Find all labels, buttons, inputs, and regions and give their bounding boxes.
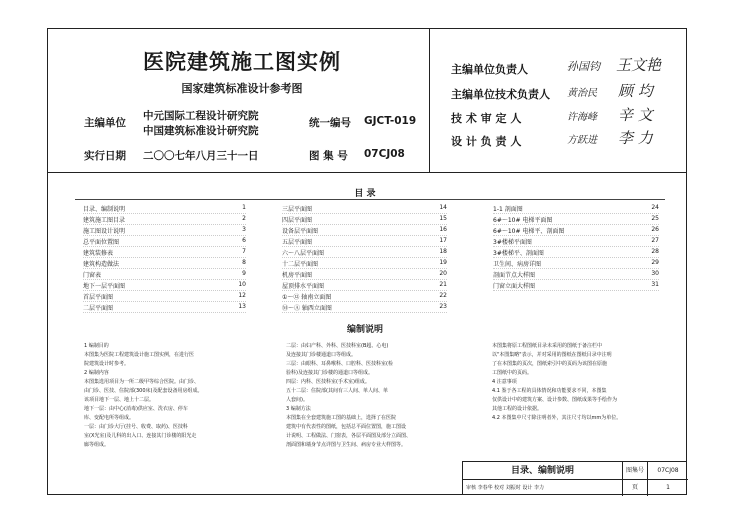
toc-entry[interactable]: 施工图设计说明 3 — [83, 226, 246, 235]
note-line: 本图集在全套建筑施工图的基础上，选择了在医院 — [286, 415, 397, 421]
signature: 李 力 — [618, 129, 653, 147]
toc-entry[interactable]: 3#楼梯平、剖面图 28 — [493, 248, 659, 257]
toc-entry[interactable]: 门窗立面大样图 31 — [493, 281, 659, 290]
note-line: 一层：由门诊大厅(挂号、收费、取药)、医技科 — [84, 424, 188, 430]
page-number: 1 — [666, 484, 670, 491]
editor-org-2: 中国建筑标准设计研究院 — [143, 125, 259, 137]
note-line: 本图集将原工程图纸目录未采用的图纸于备注栏中 — [492, 343, 603, 349]
toc-entry[interactable]: 剖面节点大样图 30 — [493, 270, 659, 279]
toc-entry[interactable]: 五层平面图 17 — [282, 237, 447, 246]
signature: 顾 均 — [618, 82, 653, 100]
toc-entry[interactable]: 建筑构造做法 8 — [83, 259, 246, 268]
note-line: 院建筑设计时参考。 — [84, 361, 130, 367]
note-line: 4.2 本图集中尺寸除注明者外，其注尺寸均以mm为单位。 — [492, 415, 622, 421]
note-line: 本图集选用项目为一所二级甲等综合医院。由门诊、 — [84, 379, 200, 385]
toc-entry[interactable]: 1-1 剖面图 24 — [493, 204, 659, 213]
atlas-value: 07CJ08 — [364, 148, 405, 160]
toc-entry[interactable]: 总平面位置图 6 — [83, 237, 246, 246]
toc-entry[interactable]: 门窗表 9 — [83, 270, 246, 279]
note-line: 了在本图集的页次，图纸索引中的页码为该图在原施 — [492, 361, 608, 367]
note-line: 以"本图集略"表示，并对采用的图纸在图纸目录中注明 — [492, 352, 612, 358]
note-line: 本图集为医院工程建筑设计施工图实例，在进行医 — [84, 352, 195, 358]
note-line: 及连接其门诊楼通道口等组成。 — [286, 352, 357, 358]
toc-entry[interactable]: 六～八层平面图 18 — [282, 248, 447, 257]
toc-entry[interactable]: 6#～10# 电梯平、剖面图 26 — [493, 226, 659, 235]
sign-role: 技 术 审 定 人 — [451, 112, 522, 125]
date-label: 实行日期 — [84, 150, 126, 162]
toc-entry[interactable]: 卫生间、病房详图 29 — [493, 259, 659, 268]
toc-divider — [75, 199, 665, 200]
note-line: 计说明、工程做法、门窗表，各层平面图及部分立面图、 — [286, 433, 412, 439]
note-line: 1 编制目的 — [84, 343, 109, 349]
note-line: 仅供设计中的建筑方案、设计参数、图纸成果等手绘作为 — [492, 397, 618, 403]
note-line: 工图纸中的页码。 — [492, 370, 533, 376]
page-title: 医院建筑施工图实例 — [143, 50, 341, 74]
toc-entry[interactable]: 四层平面图 15 — [282, 215, 447, 224]
toc-entry[interactable]: 首层平面图 12 — [83, 292, 246, 301]
signature: 方跃进 — [567, 135, 597, 146]
atlas-no-label: 图集号 — [623, 462, 648, 480]
toc-entry[interactable]: 3#楼梯平面图 27 — [493, 237, 659, 246]
note-line: 五十二层：住院部(其间有三人间、单人间、单 — [286, 388, 388, 394]
date-value: 二〇〇七年八月三十一日 — [143, 150, 259, 162]
page-subtitle: 国家建筑标准设计参考图 — [181, 82, 303, 95]
toc-entry[interactable]: 建筑装修表 7 — [83, 248, 246, 257]
note-line: 人套间)。 — [286, 397, 308, 403]
note-line: 建筑中有代表性的图纸，包括总平面位置图，施工图设 — [286, 424, 407, 430]
sign-role: 主编单位负责人 — [451, 63, 528, 76]
note-line: 由门诊、医技、住院部(300床)及配套设备用房组成。 — [84, 388, 203, 394]
toc-entry[interactable]: 目录、编制说明 1 — [83, 204, 246, 213]
toc-title: 目 录 — [354, 189, 376, 199]
note-line: 廊等组成。 — [84, 442, 110, 448]
toc-entry[interactable]: 建筑施工图目录 2 — [83, 215, 246, 224]
toc-entry[interactable]: 地下一层平面图 10 — [83, 281, 246, 290]
sign-role: 设 计 负 责 人 — [451, 135, 522, 148]
signature: 孙国钧 — [567, 60, 600, 73]
signature: 许海峰 — [567, 112, 597, 123]
note-line: 4.1 鉴于各工程的具体情况和功能要求不同，本图集 — [492, 388, 607, 394]
atlas-no-value: 07CJ08 — [648, 462, 688, 480]
signature: 王文艳 — [616, 56, 662, 74]
note-line: 室(X光室)及儿科的出入口、连接其门诊楼的阳光走 — [84, 433, 197, 439]
editor-label: 主编单位 — [84, 117, 126, 129]
code-value: GJCT-019 — [364, 115, 417, 127]
note-line: 该项目地下一层、地上十二层。 — [84, 397, 155, 403]
notes-title: 编制说明 — [346, 325, 383, 335]
sign-role: 主编单位技术负责人 — [451, 88, 550, 101]
title-block — [47, 28, 430, 173]
atlas-label: 图 集 号 — [309, 150, 348, 162]
sheet-title-block — [462, 461, 687, 495]
toc-entry[interactable]: 6#～10# 电梯平面图 25 — [493, 215, 659, 224]
note-line: 二层：由妇产科、外科、医技科室(B超、心电) — [286, 343, 389, 349]
note-line: 3 编制方法 — [286, 406, 311, 412]
code-label: 统一编号 — [309, 117, 351, 129]
note-line: 2 编制内容 — [84, 370, 109, 376]
toc-entry[interactable]: ①～⑫ 轴南立面图 22 — [282, 292, 447, 301]
note-line: 地下一层：由中心(消毒)供应室、洗衣房、停车 — [84, 406, 188, 412]
toc-entry[interactable]: 十二层平面图 19 — [282, 259, 447, 268]
signature: 黄治民 — [567, 88, 597, 99]
toc-entry[interactable]: 三层平面图 14 — [282, 204, 447, 213]
signature-block — [430, 28, 687, 173]
editor-org-1: 中元国际工程设计研究院 — [143, 110, 259, 122]
note-line: 三层：由眼科、耳鼻喉科、口腔科、医技科室(检 — [286, 361, 393, 367]
toc-entry[interactable]: 设备层平面图 16 — [282, 226, 447, 235]
sheet-title: 目录、编制说明 — [463, 462, 623, 480]
note-line: 四层：内科、医技科室(手术室)组成。 — [286, 379, 370, 385]
note-line: 其他工程的设计依据。 — [492, 406, 543, 412]
note-line: 4 注意事项 — [492, 379, 517, 385]
toc-entry[interactable]: 二层平面图 13 — [83, 303, 246, 312]
toc-entry[interactable]: 机房平面图 20 — [282, 270, 447, 279]
note-line: 剖面图和墙身节点详图与卫生间、病房专业大样图等。 — [286, 442, 407, 448]
toc-entry[interactable]: Ⓜ～Ⓐ 轴西立面图 23 — [282, 303, 447, 312]
note-line: 验科)及连接其门诊楼的通道口等组成。 — [286, 370, 373, 376]
toc-entry[interactable]: 屋顶排水平面图 21 — [282, 281, 447, 290]
page-label: 页 — [623, 480, 648, 496]
note-line: 库、变配电所等组成。 — [84, 415, 135, 421]
review-row: 审核 李春华 校对 刘振时 设计 李力 — [463, 480, 623, 496]
signature: 辛 文 — [618, 106, 653, 124]
